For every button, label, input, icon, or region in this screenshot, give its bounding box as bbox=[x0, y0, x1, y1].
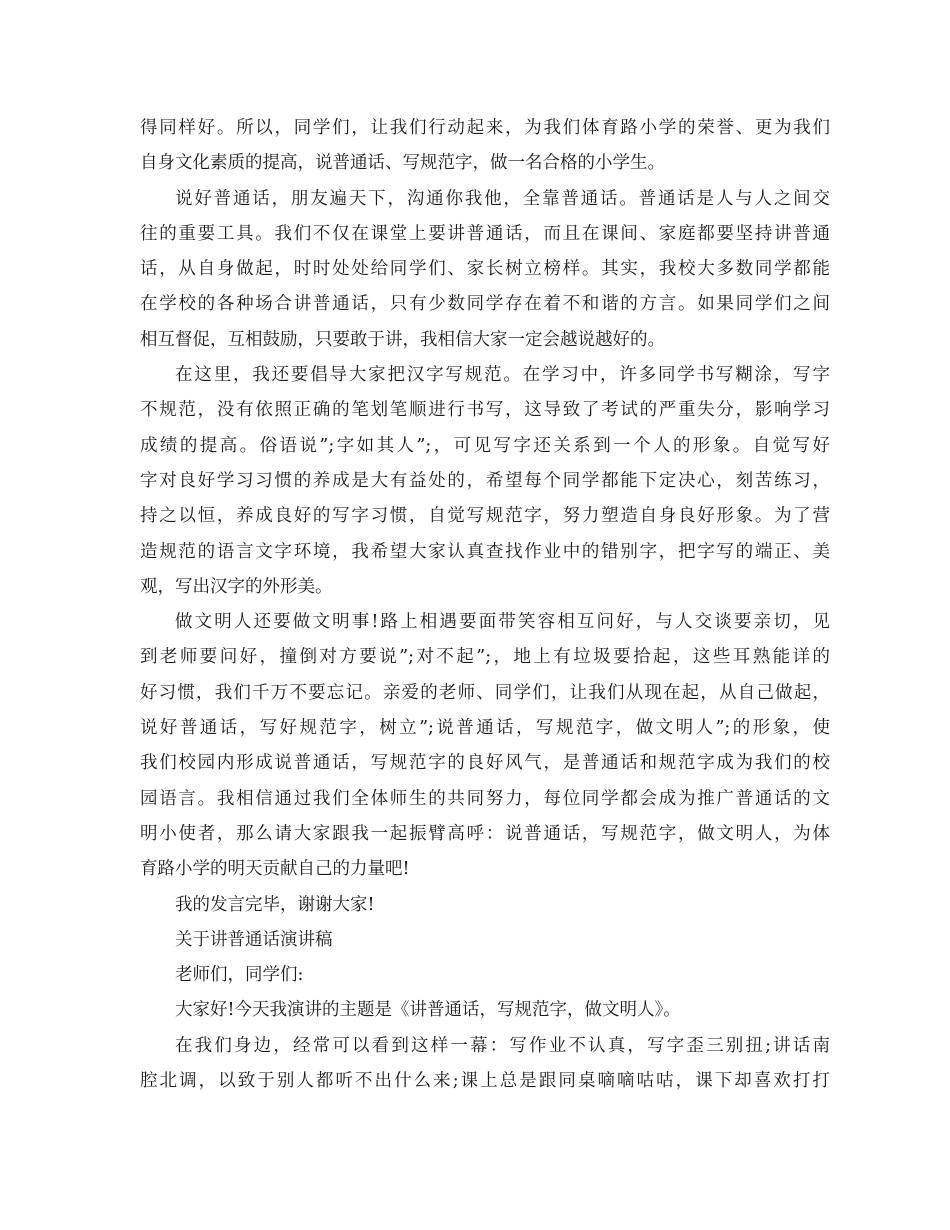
text-line: 说好普通话，写好规范字，树立”;说普通话，写规范字，做文明人”;的形象，使 bbox=[140, 718, 830, 739]
text-line: 我的发言完毕，谢谢大家! bbox=[175, 894, 375, 915]
text-line: 明小使者，那么请大家跟我一起振臂高呼：说普通话，写规范字，做文明人，为体 bbox=[140, 823, 830, 844]
text-line: 我们校园内形成说普通话，写规范字的良好风气，是普通话和规范字成为我们的校 bbox=[140, 753, 830, 774]
text-line: 持之以恒，养成良好的写字习惯，自觉写规范字，努力塑造自身良好形象。为了营 bbox=[140, 506, 830, 527]
text-line: 大家好!今天我演讲的主题是《讲普通话，写规范字，做文明人》。 bbox=[175, 1000, 681, 1021]
text-line: 到老师要问好，撞倒对方要说”;对不起”;，地上有垃圾要拾起，这些耳熟能详的 bbox=[140, 647, 830, 668]
section-heading: 关于讲普通话演讲稿 bbox=[175, 929, 333, 950]
text-line: 不规范，没有依照正确的笔划笔顺进行书写，这导致了考试的严重失分，影响学习 bbox=[140, 400, 830, 421]
text-line: 在这里，我还要倡导大家把汉字写规范。在学习中，许多同学书写糊涂，写字 bbox=[175, 365, 830, 386]
text-line: 造规范的语言文字环境，我希望大家认真查找作业中的错别字，把字写的端正、美 bbox=[140, 541, 830, 562]
text-line: 做文明人还要做文明事!路上相遇要面带笑容相互问好，与人交谈要亲切，见 bbox=[175, 612, 830, 633]
text-line: 园语言。我相信通过我们全体师生的共同努力，每位同学都会成为推广普通话的文 bbox=[140, 788, 830, 809]
text-line: 好习惯，我们千万不要忘记。亲爱的老师、同学们，让我们从现在起，从自己做起， bbox=[140, 682, 830, 703]
text-line: 成绩的提高。俗语说”;字如其人”;，可见写字还关系到一个人的形象。自觉写好 bbox=[140, 435, 830, 456]
text-line: 老师们，同学们: bbox=[175, 965, 304, 986]
text-line: 字对良好学习习惯的养成是大有益处的，希望每个同学都能下定决心，刻苦练习， bbox=[140, 470, 830, 491]
text-line: 在我们身边，经常可以看到这样一幕：写作业不认真，写字歪三别扭;讲话南 bbox=[175, 1035, 830, 1056]
text-line: 相互督促，互相鼓励，只要敢于讲，我相信大家一定会越说越好的。 bbox=[140, 329, 665, 350]
text-line: 育路小学的明天贡献自己的力量吧! bbox=[140, 859, 410, 880]
text-line: 在学校的各种场合讲普通话，只有少数同学存在着不和谐的方言。如果同学们之间 bbox=[140, 294, 830, 315]
text-line: 往的重要工具。我们不仅在课堂上要讲普通话，而且在课间、家庭都要坚持讲普通 bbox=[140, 223, 830, 244]
text-line: 话，从自身做起，时时处处给同学们、家长树立榜样。其实，我校大多数同学都能 bbox=[140, 259, 830, 280]
text-line: 观，写出汉字的外形美。 bbox=[140, 576, 333, 597]
text-line: 腔北调，以致于别人都听不出什么来;课上总是跟同桌嘀嘀咕咕，课下却喜欢打打 bbox=[140, 1071, 830, 1092]
document-body bbox=[140, 111, 830, 1099]
text-line: 自身文化素质的提高，说普通话、写规范字，做一名合格的小学生。 bbox=[140, 153, 665, 174]
text-line: 得同样好。所以，同学们，让我们行动起来，为我们体育路小学的荣誉、更为我们 bbox=[140, 118, 830, 138]
text-line: 说好普通话，朋友遍天下，沟通你我他，全靠普通话。普通话是人与人之间交 bbox=[175, 188, 830, 209]
